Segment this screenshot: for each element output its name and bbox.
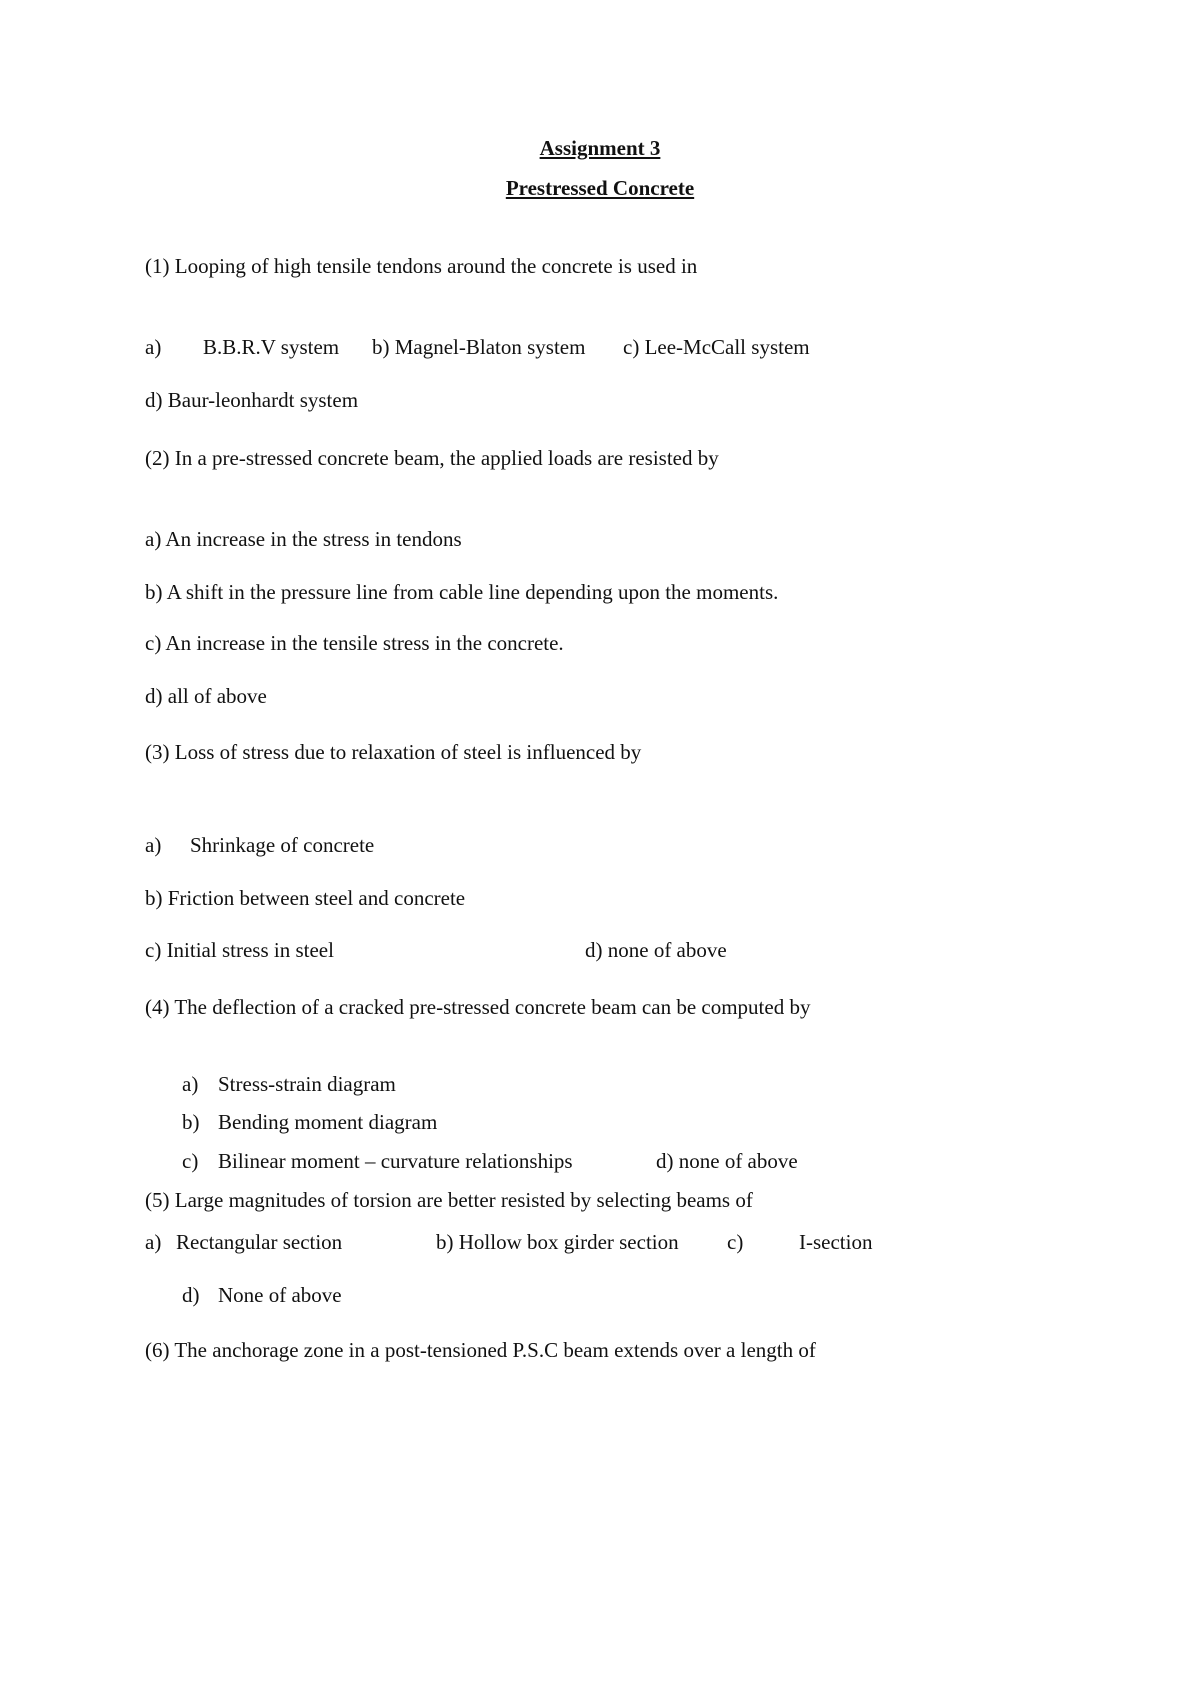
q3-option-c: c) Initial stress in steel xyxy=(145,938,334,962)
q4-option-b: Bending moment diagram xyxy=(218,1110,438,1134)
question-6: (6) The anchorage zone in a post-tensioned P.S.C beam extends over a length of xyxy=(145,1338,816,1362)
q5-option-d-label: d) xyxy=(182,1283,200,1307)
q4-option-a-label: a) xyxy=(182,1072,199,1096)
q1-option-c: c) Lee-McCall system xyxy=(623,335,810,359)
question-1: (1) Looping of high tensile tendons around the concrete is used in xyxy=(145,254,698,278)
q3-option-a: Shrinkage of concrete xyxy=(190,833,375,857)
assignment-title: Assignment 3 xyxy=(539,136,661,160)
q1-option-a: B.B.R.V system xyxy=(203,335,340,359)
q2-option-a: a) An increase in the stress in tendons xyxy=(145,527,462,551)
question-3: (3) Loss of stress due to relaxation of steel is influenced by xyxy=(145,740,642,764)
q2-option-d: d) all of above xyxy=(145,684,267,708)
q3-option-d: d) none of above xyxy=(585,938,727,962)
q5-option-a: Rectangular section xyxy=(176,1230,343,1254)
q5-option-b: b) Hollow box girder section xyxy=(436,1230,679,1254)
q1-option-d: d) Baur-leonhardt system xyxy=(145,388,359,412)
q3-option-a-label: a) xyxy=(145,833,162,857)
q5-option-c: I-section xyxy=(799,1230,873,1254)
q4-option-c: Bilinear moment – curvature relationships xyxy=(218,1149,573,1173)
assignment-subtitle: Prestressed Concrete xyxy=(505,176,695,200)
q5-option-d: None of above xyxy=(218,1283,342,1307)
q5-option-a-label: a) xyxy=(145,1230,162,1254)
q4-option-b-label: b) xyxy=(182,1110,200,1134)
q5-option-c-label: c) xyxy=(727,1230,744,1254)
question-5: (5) Large magnitudes of torsion are better resisted by selecting beams of xyxy=(145,1188,753,1212)
q1-option-b: b) Magnel-Blaton system xyxy=(372,335,586,359)
q2-option-b: b) A shift in the pressure line from cable line depending upon the moments. xyxy=(145,580,779,604)
q3-option-b: b) Friction between steel and concrete xyxy=(145,886,466,910)
question-4: (4) The deflection of a cracked pre-stressed concrete beam can be computed by xyxy=(145,995,811,1019)
question-2: (2) In a pre-stressed concrete beam, the applied loads are resisted by xyxy=(145,446,719,470)
q2-option-c: c) An increase in the tensile stress in the concrete. xyxy=(145,631,564,655)
q4-option-c-label: c) xyxy=(182,1149,199,1173)
q4-option-a: Stress-strain diagram xyxy=(218,1072,396,1096)
q1-option-a-label: a) xyxy=(145,335,162,359)
q4-option-d: d) none of above xyxy=(656,1149,798,1173)
